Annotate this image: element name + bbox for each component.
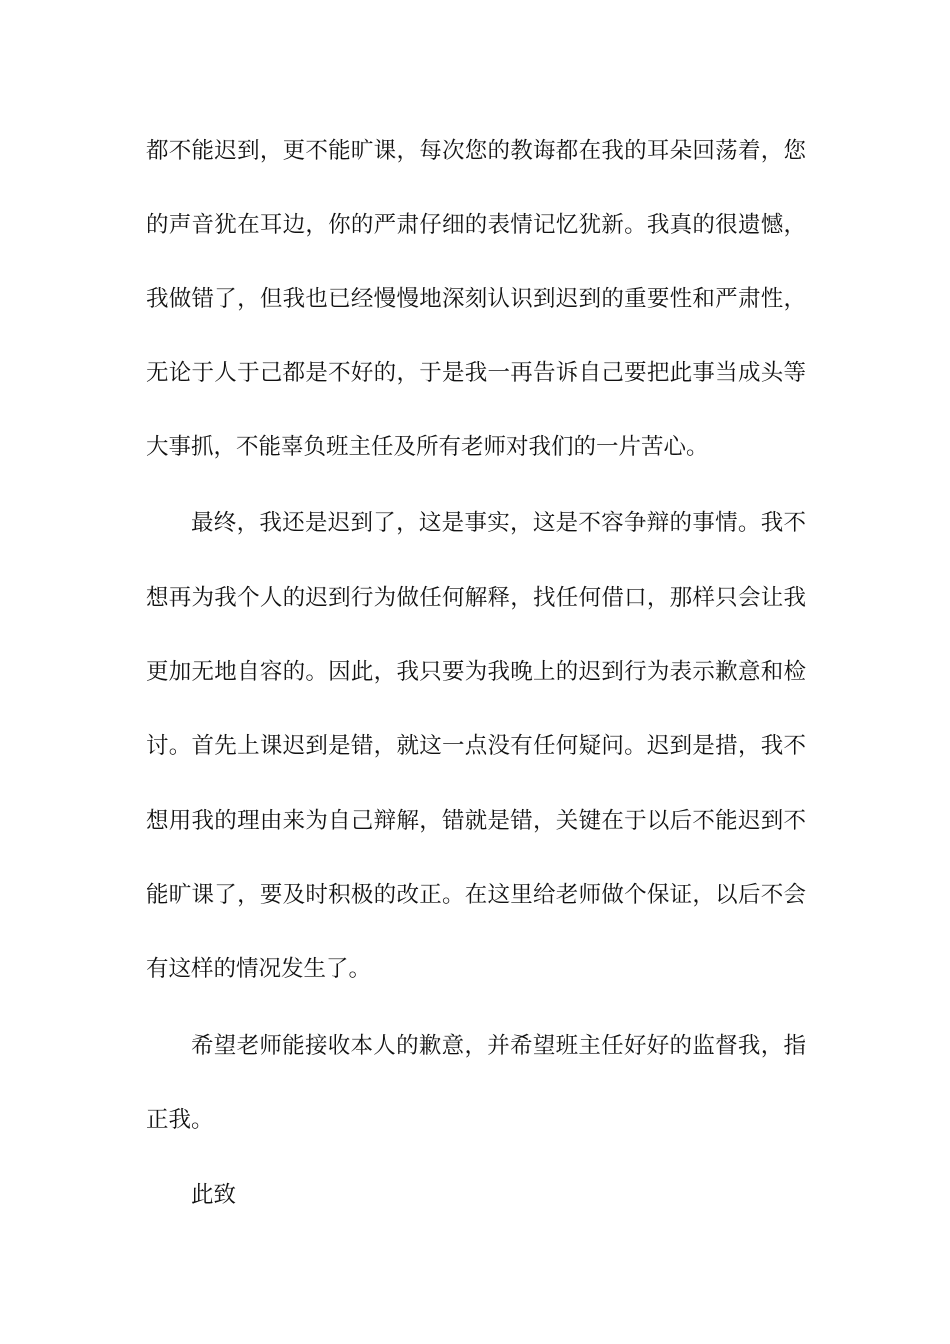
closing-salutation: 此致 — [191, 1182, 237, 1208]
text-line: 想再为我个人的迟到行为做任何解释，找任何借口，那样只会让我 — [146, 585, 806, 611]
paragraph-first-line: 希望老师能接收本人的歉意，并希望班主任好好的监督我，指 — [191, 1033, 806, 1059]
text-line: 正我。 — [146, 1107, 214, 1133]
text-line: 想用我的理由来为自己辩解，错就是错，关键在于以后不能迟到不 — [146, 808, 806, 834]
text-line: 无论于人于己都是不好的，于是我一再告诉自己要把此事当成头等 — [146, 360, 806, 386]
text-line: 讨。首先上课迟到是错，就这一点没有任何疑问。迟到是措，我不 — [146, 733, 806, 759]
text-line: 能旷课了，要及时积极的改正。在这里给老师做个保证，以后不会 — [146, 882, 806, 908]
text-line: 更加无地自容的。因此，我只要为我晚上的迟到行为表示歉意和检 — [146, 659, 806, 685]
paragraph-first-line: 最终，我还是迟到了，这是事实，这是不容争辩的事情。我不 — [191, 510, 806, 536]
text-line: 有这样的情况发生了。 — [146, 956, 372, 982]
text-line: 大事抓，不能辜负班主任及所有老师对我们的一片苦心。 — [146, 434, 709, 460]
text-line: 的声音犹在耳边，你的严肃仔细的表情记忆犹新。我真的很遗憾， — [146, 212, 806, 238]
text-line: 都不能迟到，更不能旷课，每次您的教诲都在我的耳朵回荡着，您 — [146, 138, 806, 164]
text-line: 我做错了，但我也已经慢慢地深刻认识到迟到的重要性和严肃性， — [146, 286, 806, 312]
